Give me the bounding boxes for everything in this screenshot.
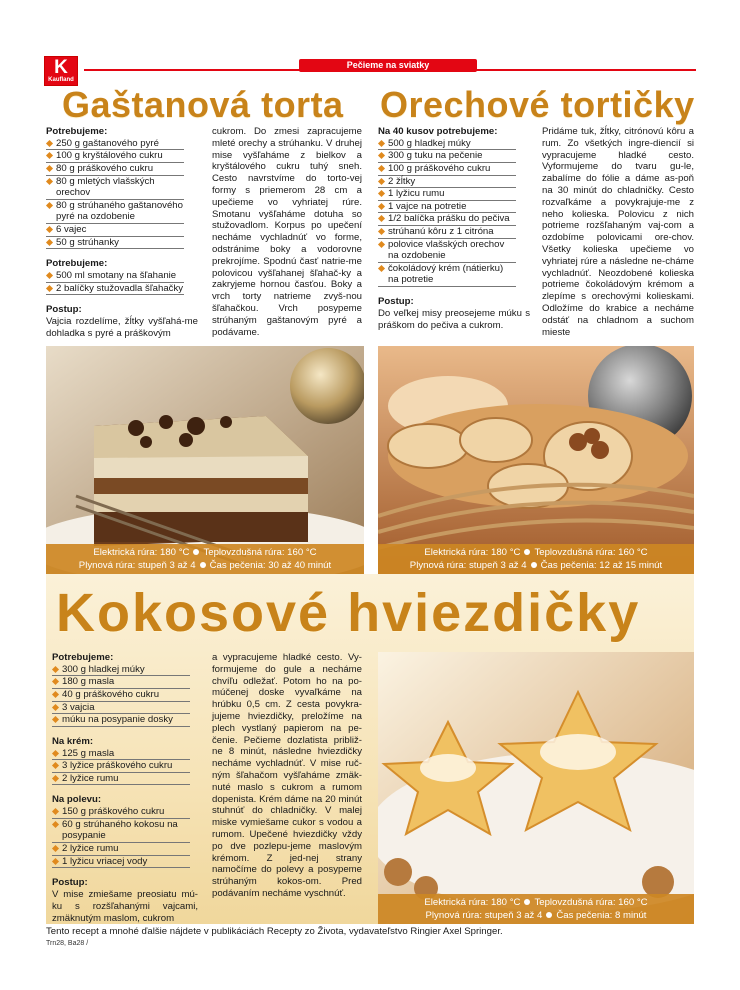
footer-text: Tento recept a mnohé ďalšie nájdete v publikáciách Recepty zo Života, vydavateľstvo Ringier Axel Springer. xyxy=(46,926,503,937)
ingredient-item: 100 g kryštálového cukru xyxy=(46,150,184,163)
kaufland-logo xyxy=(44,56,78,86)
ingredient-item: 250 g gaštanového pyré xyxy=(46,138,184,151)
ingredient-item: 1 lyžicu vriacej vody xyxy=(52,856,190,869)
ingredient-item: 3 vajcia xyxy=(52,702,190,715)
method-text: a vypracujeme hladké cesto. Vy-formujeme do gule a necháme chvíľu odležať. Potom ho na po-múčenej doske vyvaľkáme na hrúbku 0,5 cm. Z cesta povykra-jujeme hviezdičky, preložíme na plech vystlaný papierom na pe-čenie. Pečieme dozlatista približ-ne 8 minút, následne hviezdičky necháme vychladnúť. V mise ruč-ným šľahačom vyšľaháme zmäk-nuté maslo s cukrom a rumom dopenista. Krém dáme na 20 minút stuhnúť do chladničky. V malej miske vymiešame cukor s vodou a rumom. Upečené hviezdičky vždy po dve pozlepu-jeme maslovým krémom. Z jed-nej strany namočíme do polevy a posypeme strúhaným kokos-om. Pred podávaním necháme vyschnúť. xyxy=(212,652,362,899)
recipe-title: Gaštanová torta xyxy=(62,84,344,125)
ingredient-item: 180 g masla xyxy=(52,676,190,689)
method-text: Pridáme tuk, žĺtky, citrónovú kôru a rum. Zo všetkých ingre-diencií si vypracujeme hladké cesto. Vyformujeme do tvaru gu-le, zabalíme do fólie a dáme as-poň na 30 minút do chladničky. Cesto rozvaľkáme a povykrajuje-me z neho kolieska. Polovicu z nich potrieme rozšľahaným vaj-com a ozdobíme polovicami ore-chov. Všetky kolieska upečieme vo vyhriatej rúre a následne ne-cháme vychladnúť. Neozdobené kolieska potrieme čokoládovým krémom a zlepíme s orechovými kolieskami. Odložíme do krabice a necháme odstáť na chladnom a suchom mieste xyxy=(542,126,694,338)
ingredient-item: 2 balíčky stužovadla šľahačky xyxy=(46,283,184,296)
ingredient-item: čokoládový krém (nátierku) na potretie xyxy=(378,263,516,287)
method-heading: Postup: xyxy=(46,304,82,316)
baking-info xyxy=(378,544,694,574)
ingredients-list xyxy=(46,270,206,295)
ingredient-item: polovice vlašských orechov na ozdobenie xyxy=(378,239,516,263)
footer-code: Trn28, Ba28 / xyxy=(46,940,89,947)
ingredient-item: 3 lyžice práškového cukru xyxy=(52,760,190,773)
method-text: Do veľkej misy preosejeme múku s práškom do pečiva a cukrom. xyxy=(378,307,530,331)
ingredients-list xyxy=(46,138,206,249)
ingredient-item: múku na posypanie dosky xyxy=(52,714,190,727)
ingredients-heading: Potrebujeme: xyxy=(52,652,114,663)
coconut-stars-photo xyxy=(378,652,694,924)
ingredient-item: 500 ml smotany na šľahanie xyxy=(46,270,184,283)
ingredient-item: 2 lyžice rumu xyxy=(52,773,190,786)
ingredient-item: 500 g hladkej múky xyxy=(378,138,516,151)
baking-info xyxy=(378,894,694,924)
baking-info-line: Plynová rúra: stupeň 3 až 4 Čas pečenia: 8 minút xyxy=(425,910,647,921)
ingredient-item: 1/2 balíčka prášku do pečiva xyxy=(378,213,516,226)
ingredient-item: 300 g tuku na pečenie xyxy=(378,150,516,163)
ingredient-item: 100 g práškového cukru xyxy=(378,163,516,176)
logo-text: Kaufland xyxy=(48,77,74,83)
method-text: Vajcia rozdelíme, žĺtky vyšľahá-me dohladka s pyré a práškovým xyxy=(46,315,198,339)
ingredient-item: 1 lyžicu rumu xyxy=(378,188,516,201)
method-heading: Postup: xyxy=(52,877,88,889)
ingredients-list xyxy=(52,748,212,786)
cookies-basket-photo xyxy=(378,346,694,574)
ingredient-item: 300 g hladkej múky xyxy=(52,664,190,677)
glaze-heading: Na polevu: xyxy=(52,794,102,806)
recipe-title: Orechové tortičky xyxy=(380,84,695,125)
ingredients-heading: Potrebujeme: xyxy=(46,258,108,270)
recipe-title: Kokosové hviezdičky xyxy=(56,583,641,643)
ingredient-item: 80 g strúhaného gaštanového pyré na ozdobenie xyxy=(46,200,184,224)
ingredient-item: 80 g mletých vlašských orechov xyxy=(46,176,184,200)
logo-letter: K xyxy=(54,57,68,78)
ingredients-list xyxy=(378,138,538,287)
baking-info-line: Elektrická rúra: 180 °C Teplovzdušná rúra: 160 °C xyxy=(93,547,317,558)
baking-info-line: Elektrická rúra: 180 °C Teplovzdušná rúra: 160 °C xyxy=(424,897,648,908)
ingredients-column xyxy=(46,126,206,340)
ingredient-item: 50 g strúhanky xyxy=(46,237,184,250)
ingredients-heading: Potrebujeme: xyxy=(46,126,108,137)
ingredient-item: 150 g práškového cukru xyxy=(52,806,190,819)
ingredient-item: 2 lyžice rumu xyxy=(52,843,190,856)
method-text: cukrom. Do zmesi zapracujeme mleté orechy a strúhanku. V druhej mise vyšľaháme z bielkov a kryštálového cukru tuhý sneh. Cesto navrstvíme do torto-vej formy s priemerom 28 cm a upečieme vo vyhriatej rúre. Smotanu vyšľaháme dotuha so stužovadlom. Korpus po upečení necháme vychladnúť vo forme, odstránime boky a vodorovne prekrojíme. Spodnú časť natrie-me polovicou vyšľahanej šľahač-ky a zakryjeme hornou časťou. Boky a vrch torty natrieme zvyš-nou šľahačkou. Vrch posypeme strúhaným gaštanovým pyré a podávame. xyxy=(212,126,362,338)
ingredient-item: strúhanú kôru z 1 citróna xyxy=(378,226,516,239)
ingredient-item: 80 g práškového cukru xyxy=(46,163,184,176)
cream-heading: Na krém: xyxy=(52,735,94,747)
ingredients-heading: Na 40 kusov potrebujeme: xyxy=(378,126,498,137)
ingredients-list xyxy=(52,806,212,868)
ingredient-item: 2 žĺtky xyxy=(378,176,516,189)
ingredient-item: 6 vajec xyxy=(46,224,184,237)
ingredient-item: 125 g masla xyxy=(52,748,190,761)
ingredients-list xyxy=(52,664,212,727)
ingredient-item: 40 g práškového cukru xyxy=(52,689,190,702)
ingredients-column xyxy=(52,652,212,924)
baking-info-line: Elektrická rúra: 180 °C Teplovzdušná rúra: 160 °C xyxy=(424,547,648,558)
baking-info-line: Plynová rúra: stupeň 3 až 4 Čas pečenia: 12 až 15 minút xyxy=(409,560,663,571)
section-tag: Pečieme na sviatky xyxy=(299,59,477,72)
cake-photo xyxy=(46,346,364,574)
baking-info-line: Plynová rúra: stupeň 3 až 4 Čas pečenia: 30 až 40 minút xyxy=(78,560,332,571)
ingredient-item: 1 vajce na potretie xyxy=(378,201,516,214)
ingredient-item: 60 g strúhaného kokosu na posypanie xyxy=(52,819,190,843)
method-heading: Postup: xyxy=(378,295,414,307)
ingredients-column xyxy=(378,126,538,331)
method-text: V mise zmiešame preosiatu mú-ku s rozšľahanými vajcami, zmäknutým maslom, cukrom xyxy=(52,888,198,924)
baking-info xyxy=(46,544,364,574)
